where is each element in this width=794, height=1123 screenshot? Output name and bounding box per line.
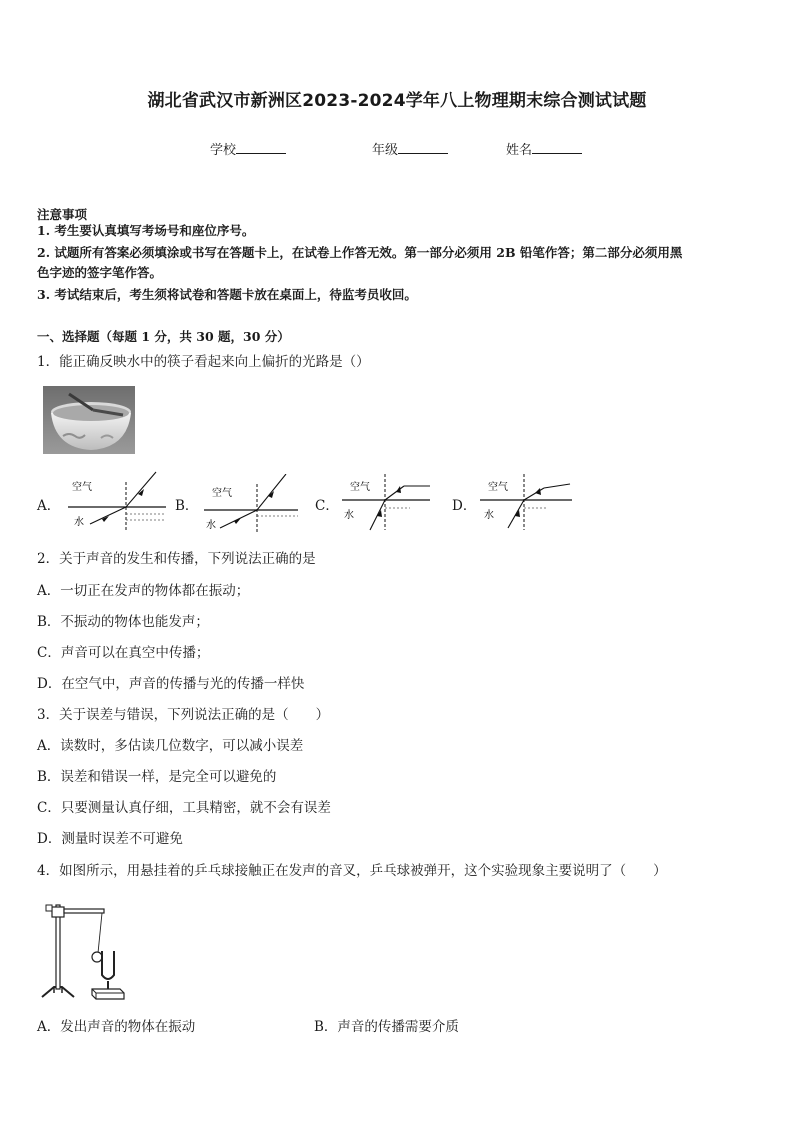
q1-diagram-c[interactable] — [340, 472, 444, 532]
question-1-stem: 1．能正确反映水中的筷子看起来向上偏折的光路是（） — [37, 354, 370, 370]
notice-heading: 注意事项 — [37, 207, 88, 222]
notice-item-2-cont: 色字迹的签字笔作答。 — [37, 265, 163, 280]
air-label: 空气 — [212, 488, 232, 499]
question-2-stem: 2．关于声音的发生和传播，下列说法正确的是 — [37, 551, 316, 567]
q4-option-a[interactable]: A．发出声音的物体在振动 — [37, 1019, 196, 1035]
q4-option-b[interactable]: B．声音的传播需要介质 — [314, 1019, 459, 1035]
q3-option-a[interactable]: A．读数时，多估读几位数字，可以减小误差 — [37, 738, 304, 754]
air-label: 空气 — [72, 482, 92, 493]
grade-label: 年级 — [372, 143, 399, 158]
air-label: 空气 — [488, 482, 508, 493]
name-field — [506, 139, 582, 158]
q2-option-a[interactable]: A．一切正在发声的物体都在振动； — [37, 583, 250, 599]
q1-option-a-letter[interactable]: A． — [37, 498, 61, 514]
q1-option-d-letter[interactable]: D． — [452, 498, 477, 514]
school-blank[interactable] — [236, 141, 286, 154]
q1-option-c-letter[interactable]: C． — [315, 498, 339, 514]
water-label: 水 — [344, 510, 354, 521]
grade-blank[interactable] — [398, 141, 448, 154]
grade-field — [372, 139, 448, 158]
page-title: 湖北省武汉市新洲区2023-2024学年八上物理期末综合测试试题 — [147, 91, 647, 111]
q2-option-b[interactable]: B．不振动的物体也能发声； — [37, 614, 209, 630]
water-label: 水 — [484, 510, 494, 521]
notice-item-3: 3. 考试结束后，考生须将试卷和答题卡放在桌面上，待监考员收回。 — [37, 287, 417, 302]
chopstick-bowl-photo — [43, 386, 135, 454]
section-heading: 一、选择题（每题 1 分，共 30 题，30 分） — [37, 329, 290, 344]
q3-option-c[interactable]: C．只要测量认真仔细，工具精密，就不会有误差 — [37, 800, 331, 816]
notice-item-1: 1. 考生要认真填写考场号和座位序号。 — [37, 223, 255, 238]
q1-diagram-d[interactable] — [478, 472, 582, 532]
q1-option-b-letter[interactable]: B． — [175, 498, 199, 514]
water-label: 水 — [74, 517, 84, 528]
q1-diagram-b[interactable] — [202, 474, 306, 534]
water-label: 水 — [206, 520, 216, 531]
question-4-stem: 4．如图所示，用悬挂着的乒乓球接触正在发声的音叉，乒乓球被弹开，这个实验现象主要说明了（ ） — [37, 863, 667, 879]
q2-option-d[interactable]: D．在空气中，声音的传播与光的传播一样快 — [37, 676, 305, 692]
school-field — [210, 139, 286, 158]
school-label: 学校 — [210, 143, 237, 158]
air-label: 空气 — [350, 482, 370, 493]
q3-option-d[interactable]: D．测量时误差不可避免 — [37, 831, 183, 847]
name-blank[interactable] — [532, 141, 582, 154]
q3-option-b[interactable]: B．误差和错误一样，是完全可以避免的 — [37, 769, 277, 785]
notice-item-2: 2. 试题所有答案必须填涂或书写在答题卡上，在试卷上作答无效。第一部分必须用 2B 铅笔作答；第二部分必须用黑 — [37, 245, 683, 260]
q1-diagram-a[interactable] — [66, 470, 170, 532]
question-3-stem: 3．关于误差与错误，下列说法正确的是（ ） — [37, 707, 330, 723]
q2-option-c[interactable]: C．声音可以在真空中传播； — [37, 645, 210, 661]
tuning-fork-apparatus — [38, 893, 138, 1005]
name-label: 姓名 — [506, 143, 533, 158]
